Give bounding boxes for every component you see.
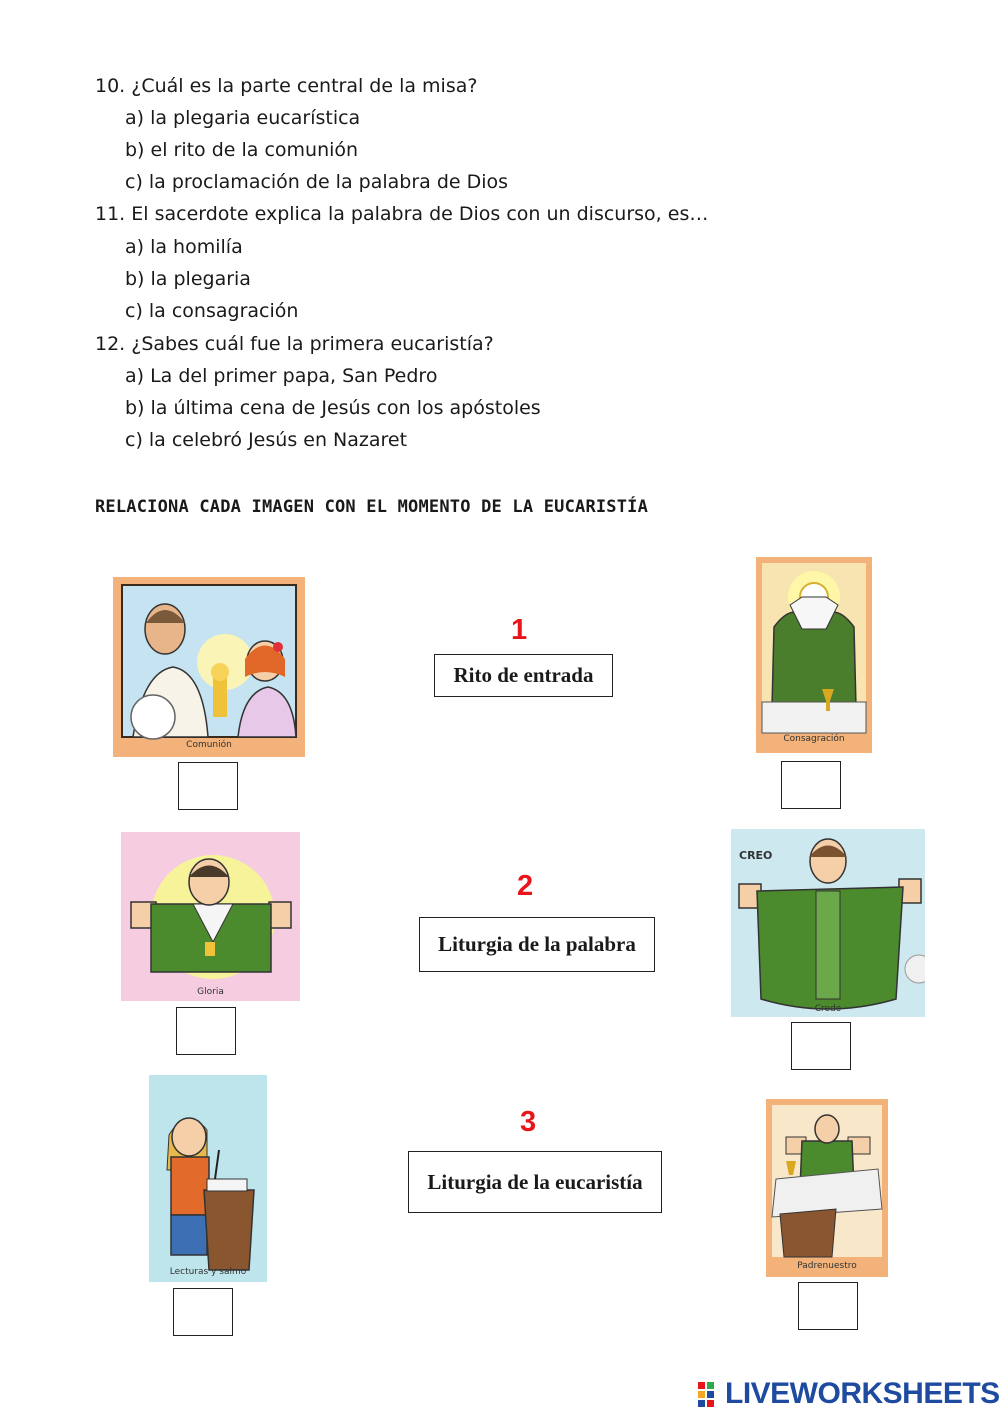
image-caption: Gloria <box>197 987 224 997</box>
consagracion-image <box>756 557 872 753</box>
option-c[interactable]: c) la proclamación de la palabra de Dios <box>125 171 509 193</box>
option-b[interactable]: b) el rito de la comunión <box>125 139 359 161</box>
stage-number-2: 2 <box>517 870 534 902</box>
question-text: 11. El sacerdote explica la palabra de Dios con un discurso, es… <box>95 203 709 225</box>
image-caption: Credo <box>814 1004 842 1014</box>
answer-box-gloria[interactable] <box>176 1007 236 1055</box>
liveworksheets-logo <box>697 1378 1000 1410</box>
option-c[interactable]: c) la celebró Jesús en Nazaret <box>125 429 408 451</box>
option-c[interactable]: c) la consagración <box>125 300 299 322</box>
stage-number-3: 3 <box>520 1106 537 1138</box>
logo-mark-icon <box>697 1380 723 1408</box>
matching-heading: RELACIONA CADA IMAGEN CON EL MOMENTO DE LA EUCARISTÍA <box>95 497 649 517</box>
image-caption: Lecturas y salmo <box>169 1267 247 1277</box>
padrenuestro-image <box>766 1099 888 1277</box>
padrenuestro-illustration <box>766 1099 888 1277</box>
comunion-illustration <box>113 577 305 757</box>
image-caption: Padrenuestro <box>797 1261 857 1271</box>
option-b[interactable]: b) la plegaria <box>125 268 251 290</box>
image-caption: Consagración <box>783 734 845 744</box>
logo-text: LIVEWORKSHEETS <box>725 1377 1000 1410</box>
answer-box-padrenuestro[interactable] <box>798 1282 858 1330</box>
comunion-image <box>113 577 305 757</box>
credo-image <box>731 829 925 1017</box>
answer-box-consagracion[interactable] <box>781 761 841 809</box>
gloria-illustration <box>121 832 300 1001</box>
lecturas-illustration <box>149 1075 267 1282</box>
gloria-image <box>121 832 300 1001</box>
question-text: 10. ¿Cuál es la parte central de la misa? <box>95 75 478 97</box>
option-b[interactable]: b) la última cena de Jesús con los apóstoles <box>125 397 541 419</box>
option-a[interactable]: a) La del primer papa, San Pedro <box>125 365 438 387</box>
option-a[interactable]: a) la plegaria eucarística <box>125 107 361 129</box>
stage-label-liturgia-palabra[interactable]: Liturgia de la palabra <box>419 917 655 972</box>
consagracion-illustration <box>756 557 872 753</box>
option-a[interactable]: a) la homilía <box>125 236 243 258</box>
answer-box-credo[interactable] <box>791 1022 851 1070</box>
answer-box-comunion[interactable] <box>178 762 238 810</box>
stage-number-1: 1 <box>511 614 528 646</box>
answer-box-lecturas[interactable] <box>173 1288 233 1336</box>
question-text: 12. ¿Sabes cuál fue la primera eucaristía? <box>95 333 494 355</box>
stage-label-liturgia-eucaristia[interactable]: Liturgia de la eucaristía <box>408 1151 662 1213</box>
image-caption: Comunión <box>186 740 232 750</box>
credo-speech-text: CREO <box>739 849 773 862</box>
stage-label-rito-de-entrada[interactable]: Rito de entrada <box>434 654 613 697</box>
lecturas-image <box>149 1075 267 1282</box>
